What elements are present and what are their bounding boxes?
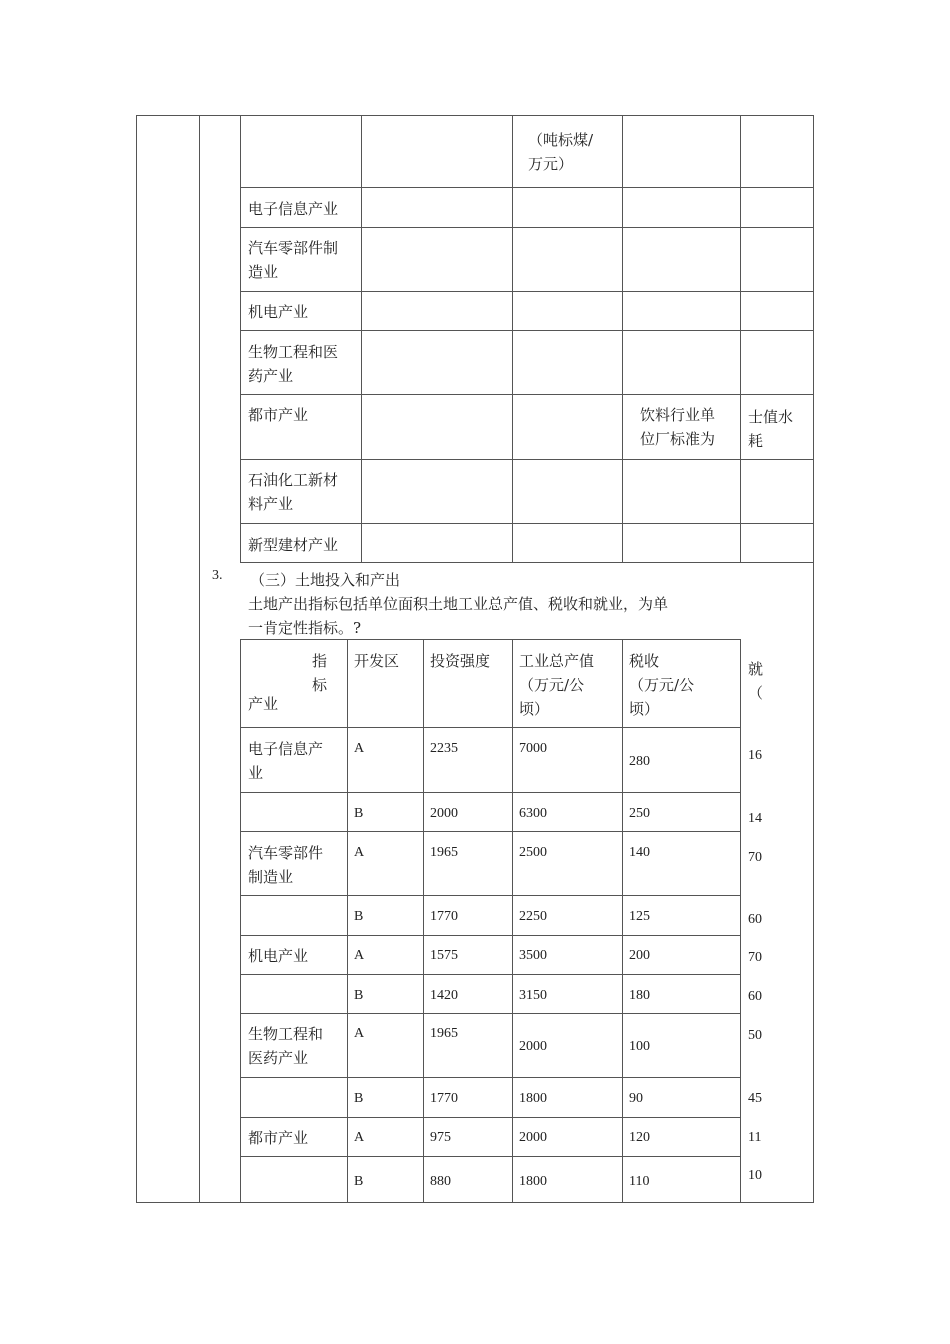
industry-label: 机电产业: [248, 303, 309, 321]
table-cell-employment: 60: [748, 912, 762, 927]
standard-note-2: 士值水 耗: [748, 408, 794, 450]
header-output: 工业总产值 （万元/公 顷）: [519, 652, 595, 718]
table-cell-output: 1800: [519, 1174, 547, 1189]
row-line: [240, 187, 814, 188]
row-line: [240, 394, 814, 395]
table-cell-zone: B: [354, 988, 364, 1003]
table-cell-investment: 975: [430, 1130, 451, 1145]
lower-row-line: [240, 1077, 741, 1078]
table-cell-employment: 50: [748, 1028, 762, 1043]
table-cell-zone: A: [354, 741, 365, 756]
lower-col-divider: [740, 639, 741, 1203]
table-cell-zone: A: [354, 1130, 365, 1145]
table-cell-zone: B: [354, 909, 364, 924]
lower-col-divider: [240, 639, 241, 1203]
table-cell-tax: 100: [629, 1039, 650, 1054]
table-cell-output: 3150: [519, 988, 547, 1003]
row-line: [240, 459, 814, 460]
row-line: [240, 227, 814, 228]
table-cell-output: 3500: [519, 948, 547, 963]
header-investment: 投资强度: [430, 652, 491, 670]
row-line: [240, 330, 814, 331]
table-cell-output: 2000: [519, 1130, 547, 1145]
table-cell-investment: 1575: [430, 948, 458, 963]
table-cell-output: 1800: [519, 1091, 547, 1106]
col-divider-1: [199, 115, 200, 1203]
table-bottom-border: [136, 1202, 814, 1203]
header-tax: 税收 （万元/公 顷）: [629, 652, 695, 718]
lower-row-line: [240, 895, 741, 896]
col-divider-4-upper: [512, 115, 513, 563]
lower-row-line: [240, 792, 741, 793]
section-number: 3.: [212, 568, 223, 583]
lower-row-line: [240, 974, 741, 975]
outer-right-border: [813, 115, 814, 1203]
outer-left-border: [136, 115, 137, 1203]
table-cell-tax: 200: [629, 948, 650, 963]
row-line: [240, 291, 814, 292]
table-cell-output: 6300: [519, 806, 547, 821]
table-cell-zone: A: [354, 948, 365, 963]
col-divider-3-upper: [361, 115, 362, 563]
table-cell-industry: 生物工程和 医药产业: [248, 1025, 324, 1067]
industry-label: 新型建材产业: [248, 536, 339, 554]
lower-row-line: [240, 727, 741, 728]
header-industry: 产业: [248, 695, 279, 713]
lower-col-divider: [622, 639, 623, 1203]
table-cell-zone: B: [354, 1091, 364, 1106]
standard-note: 饮料行业单 位厂标准为: [640, 406, 716, 448]
table-cell-investment: 1420: [430, 988, 458, 1003]
table-cell-employment: 11: [748, 1130, 762, 1145]
table-cell-tax: 280: [629, 754, 650, 769]
industry-label: 生物工程和医 药产业: [248, 343, 339, 385]
col-divider-6-upper: [740, 115, 741, 563]
header-zone: 开发区: [354, 652, 400, 670]
table-cell-investment: 2000: [430, 806, 458, 821]
lower-col-divider: [347, 639, 348, 1203]
table-cell-industry: 电子信息产 业: [248, 740, 324, 782]
table-cell-output: 2000: [519, 1039, 547, 1054]
table-cell-tax: 90: [629, 1091, 643, 1106]
table-cell-employment: 10: [748, 1168, 762, 1183]
lower-row-line: [240, 639, 741, 640]
section-heading: （三）土地投入和产出: [250, 571, 401, 589]
lower-row-line: [240, 1156, 741, 1157]
industry-label: 汽车零部件制 造业: [248, 239, 339, 281]
table-cell-industry: 机电产业: [248, 947, 309, 965]
table-cell-investment: 1965: [430, 1026, 458, 1041]
table-cell-employment: 45: [748, 1091, 762, 1106]
table-cell-investment: 880: [430, 1174, 451, 1189]
lower-col-divider: [512, 639, 513, 1203]
table-cell-investment: 2235: [430, 741, 458, 756]
section-paragraph-line: 一肯定性指标。?: [248, 619, 362, 637]
row-line: [240, 523, 814, 524]
col-divider-2-upper: [240, 115, 241, 563]
table-cell-tax: 180: [629, 988, 650, 1003]
table-cell-employment: 70: [748, 950, 762, 965]
table-cell-employment: 70: [748, 850, 762, 865]
lower-row-line: [240, 1013, 741, 1014]
table-cell-investment: 1770: [430, 1091, 458, 1106]
table-cell-output: 2250: [519, 909, 547, 924]
row-line: [240, 562, 814, 563]
table-cell-industry: 都市产业: [248, 1129, 309, 1147]
table-top-border: [136, 115, 814, 116]
table-cell-output: 2500: [519, 845, 547, 860]
table-cell-zone: A: [354, 1026, 365, 1041]
col-divider-5-upper: [622, 115, 623, 563]
table-cell-zone: B: [354, 1174, 364, 1189]
table-cell-employment: 60: [748, 989, 762, 1004]
table-cell-employment: 16: [748, 748, 762, 763]
table-cell-investment: 1965: [430, 845, 458, 860]
lower-row-line: [240, 1117, 741, 1118]
table-cell-tax: 125: [629, 909, 650, 924]
table-cell-tax: 110: [629, 1174, 650, 1189]
lower-col-divider: [423, 639, 424, 1203]
lower-row-line: [240, 935, 741, 936]
table-cell-investment: 1770: [430, 909, 458, 924]
section-paragraph-line: 土地产出指标包括单位面积土地工业总产值、税收和就业，为单: [248, 595, 669, 613]
table-cell-employment: 14: [748, 811, 762, 826]
lower-row-line: [240, 831, 741, 832]
industry-label: 电子信息产业: [248, 200, 339, 218]
table-cell-tax: 120: [629, 1130, 650, 1145]
table-cell-zone: A: [354, 845, 365, 860]
industry-label: 石油化工新材 料产业: [248, 471, 339, 513]
header-employment: 就 （: [748, 660, 764, 702]
unit-note: （吨标煤/ 万元）: [528, 131, 594, 173]
header-indicator: 指 标: [312, 652, 328, 694]
table-cell-output: 7000: [519, 741, 547, 756]
table-cell-zone: B: [354, 806, 364, 821]
table-cell-industry: 汽车零部件 制造业: [248, 844, 324, 886]
table-cell-tax: 250: [629, 806, 650, 821]
table-cell-tax: 140: [629, 845, 650, 860]
industry-label: 都市产业: [248, 406, 309, 424]
